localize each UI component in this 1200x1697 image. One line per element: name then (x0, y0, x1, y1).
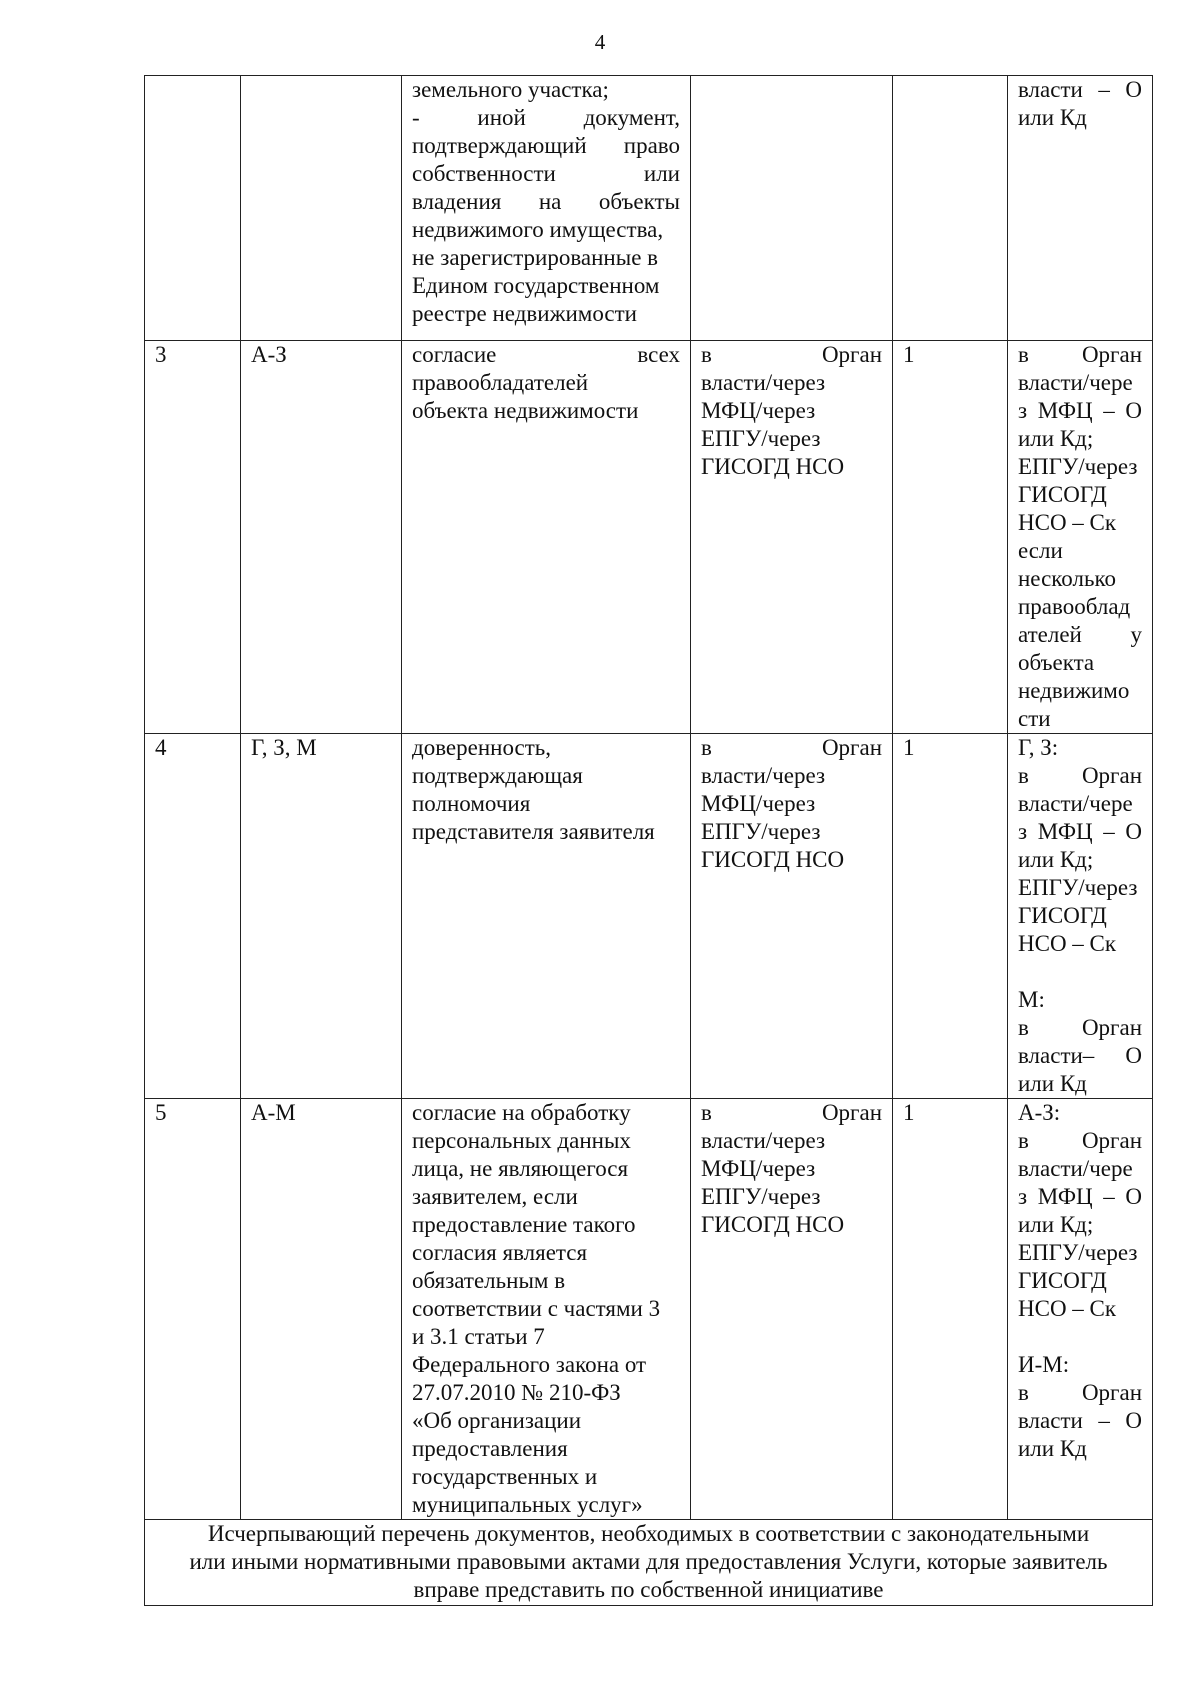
cell-category: А-М (241, 1099, 402, 1520)
cell-result: А-З: в Орган власти/чере з МФЦ – О или Кд; ЕПГУ/через ГИСОГД НСО – Ск И-М: в Орган власти – О или Кд (1008, 1099, 1153, 1520)
cell-count: 1 (893, 1099, 1008, 1520)
cell-submit-method: в Орган власти/через МФЦ/через ЕПГУ/через ГИСОГД НСО (691, 734, 893, 1099)
table-footer-row (145, 1520, 1153, 1606)
table-row-4 (145, 734, 1153, 1099)
cell-submit-method: в Орган власти/через МФЦ/через ЕПГУ/через ГИСОГД НСО (691, 341, 893, 734)
cell-document-continued: земельного участка; - иной документ, подтверждающий право собственности или владения на объекты недвижимого имущества, не зарегистрированные в Едином государственном реестре недвижимости (402, 76, 691, 341)
cell-num: 4 (145, 734, 241, 1099)
cell-document: согласие на обработку персональных данных лица, не являющегося заявителем, если предоставление такого согласия является обязательным в соответствии с частями 3 и 3.1 статьи 7 Федерального закона от 27.07.2010 № 210-ФЗ «Об организации предоставления государственных и муниципальных услуг» (402, 1099, 691, 1520)
cell-result-continued: власти – О или Кд (1008, 76, 1153, 341)
cell-category: Г, З, М (241, 734, 402, 1099)
cell-submit-continued (691, 76, 893, 341)
cell-category: А-З (241, 341, 402, 734)
documents-table (144, 75, 1153, 1606)
cell-count: 1 (893, 341, 1008, 734)
table-row-3 (145, 341, 1153, 734)
cell-count: 1 (893, 734, 1008, 1099)
cell-result: Г, З: в Орган власти/чере з МФЦ – О или Кд; ЕПГУ/через ГИСОГД НСО – Ск М: в Орган власти– О или Кд (1008, 734, 1153, 1099)
section-heading: Исчерпывающий перечень документов, необходимых в соответствии с законодательными или иными нормативными правовыми актами для предоставления Услуги, которые заявитель вправе представить по собственной инициативе (145, 1520, 1153, 1606)
table-row-continued (145, 76, 1153, 341)
cell-num-continued (145, 76, 241, 341)
page-number: 4 (594, 30, 606, 54)
cell-category-continued (241, 76, 402, 341)
cell-num: 3 (145, 341, 241, 734)
cell-result: в Орган власти/чере з МФЦ – О или Кд; ЕПГУ/через ГИСОГД НСО – Ск если несколько правооблад ателей у объекта недвижимо сти (1008, 341, 1153, 734)
cell-num: 5 (145, 1099, 241, 1520)
table-row-5 (145, 1099, 1153, 1520)
cell-document: доверенность, подтверждающая полномочия представителя заявителя (402, 734, 691, 1099)
cell-document: согласие всех правообладателей объекта недвижимости (402, 341, 691, 734)
cell-submit-method: в Орган власти/через МФЦ/через ЕПГУ/через ГИСОГД НСО (691, 1099, 893, 1520)
cell-count-continued (893, 76, 1008, 341)
